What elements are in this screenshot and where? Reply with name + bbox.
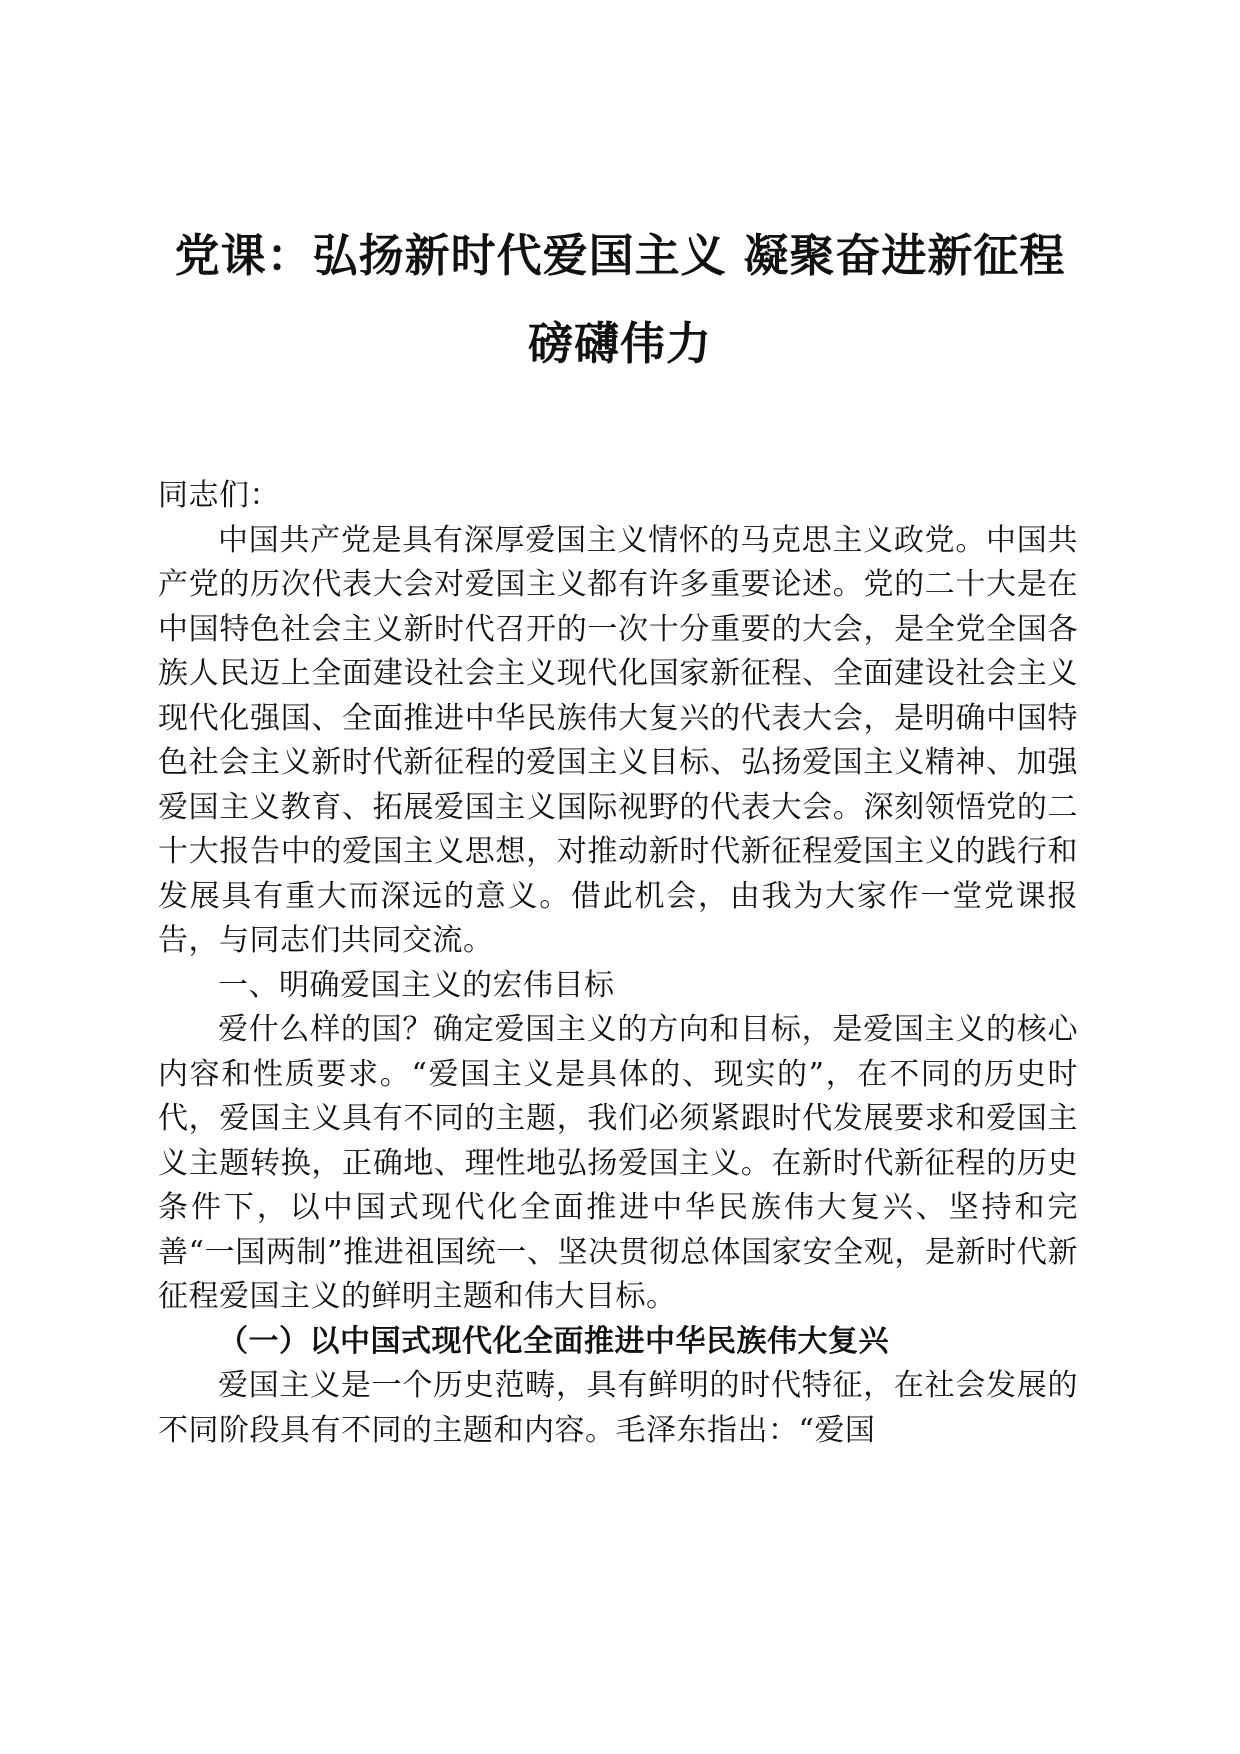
intro-paragraph: 中国共产党是具有深厚爱国主义情怀的马克思主义政党。中国共产党的历次代表大会对爱国主义都有许多重要论述。党的二十大是在中国特色社会主义新时代召开的一次十分重要的大会，是全党全国各族人民迈上全面建设社会主义现代化国家新征程、全面建设社会主义现代化强国、全面推进中华民族伟大复兴的代表大会，是明确中国特色社会主义新时代新征程的爱国主义目标、弘扬爱国主义精神、加强爱国主义教育、拓展爱国主义国际视野的代表大会。深刻领悟党的二十大报告中的爱国主义思想，对推动新时代新征程爱国主义的践行和发展具有重大而深远的意义。借此机会，由我为大家作一堂党课报告，与同志们共同交流。	[158, 522, 1078, 958]
section-paragraph: 爱什么样的国？确定爱国主义的方向和目标，是爱国主义的核心内容和性质要求。“爱国主义是具体的、现实的”，在不同的历史时代，爱国主义具有不同的主题，我们必须紧跟时代发展要求和爱国主义主题转换，正确地、理性地弘扬爱国主义。在新时代新征程的历史条件下，以中国式现代化全面推进中华民族伟大复兴、坚持和完善“一国两制”推进祖国统一、坚决贯彻总体国家安全观，是新时代新征程爱国主义的鲜明主题和伟大目标。	[158, 1012, 1078, 1314]
section-heading: 一、明确爱国主义的宏伟目标	[218, 967, 615, 1003]
document-title-line2: 磅礴伟力	[527, 317, 712, 370]
subsection-paragraph: 爱国主义是一个历史范畴，具有鲜明的时代特征，在社会发展的不同阶段具有不同的主题和内容。毛泽东指出：“爱国	[158, 1368, 1078, 1448]
salutation: 同志们：	[158, 478, 280, 513]
subsection-heading: （一）以中国式现代化全面推进中华民族伟大复兴	[218, 1323, 889, 1359]
document-title-line1: 党课：弘扬新时代爱国主义 凝聚奋进新征程	[174, 229, 1066, 282]
document-body	[158, 474, 1078, 1453]
